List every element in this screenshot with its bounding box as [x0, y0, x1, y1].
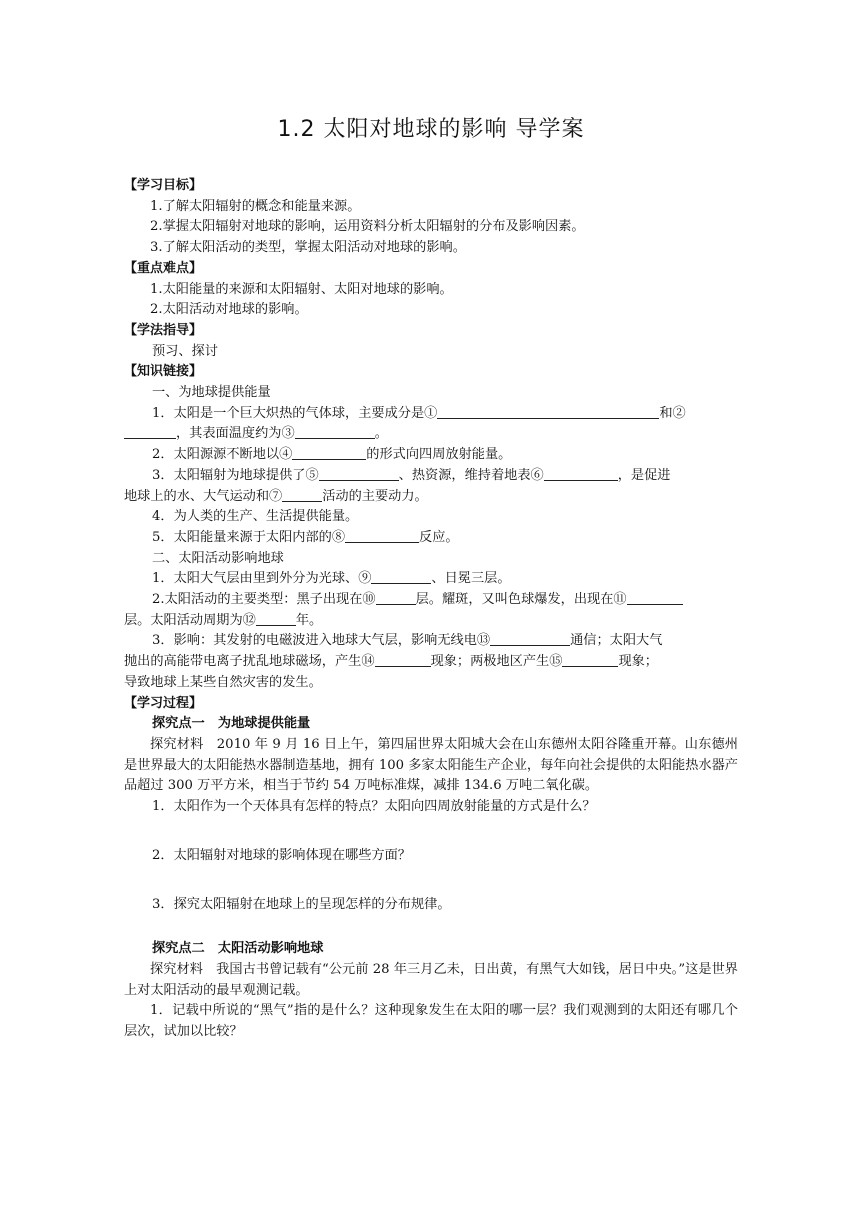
- links-question-r2-cont: [124, 611, 738, 632]
- answer-blank-4[interactable]: [292, 445, 366, 460]
- page-title: 1.2 太阳对地球的影响 导学案: [277, 117, 585, 142]
- answer-blank-14[interactable]: [375, 652, 431, 667]
- question-text: 反应。: [419, 529, 459, 545]
- question-text: 1．太阳大气层由里到外分为光球、⑨: [152, 571, 372, 587]
- answer-blank-5[interactable]: [319, 466, 399, 481]
- links-question-3: [124, 466, 738, 487]
- links-question-4: 4．为人类的生产、生活提供能量。: [152, 509, 359, 525]
- process-point1-title: 探究点一 为地球提供能量: [152, 716, 311, 732]
- answer-blank-8[interactable]: [345, 528, 419, 543]
- question-text: 2．太阳源源不断地以④: [152, 447, 293, 463]
- process-point2-material: 探究材料 我国古书曾记载有“公元前 28 年三月乙未，日出黄，有黑气大如钱，居日中央。”这是世界上对太阳活动的最早观测记载。: [124, 961, 738, 998]
- links-question-1-cont: [124, 424, 738, 445]
- question-text: ，其表面温度约为③: [176, 426, 295, 442]
- question-text: 3．太阳辐射为地球提供了⑤: [152, 467, 319, 483]
- question-text: 3．影响：其发射的电磁波进入地球大气层，影响无线电⑬: [152, 633, 491, 649]
- process-point1-question-2: 2．太阳辐射对地球的影响体现在哪些方面？: [152, 847, 411, 863]
- answer-blank-13[interactable]: [490, 631, 570, 646]
- links-question-r1: [124, 569, 738, 590]
- method-item: 预习、探讨: [152, 343, 218, 359]
- question-text: 1．太阳是一个巨大炽热的气体球，主要成分是①: [152, 405, 438, 421]
- links-part2-title: 二、太阳活动影响地球: [152, 550, 284, 566]
- links-question-r3-end: 导致地球上某些自然灾害的发生。: [124, 674, 322, 690]
- links-question-r3: [124, 631, 738, 652]
- answer-blank-15[interactable]: [562, 652, 618, 667]
- section-heading-links: 【知识链接】: [124, 364, 203, 380]
- answer-blank-7[interactable]: [282, 487, 322, 502]
- section-heading-method: 【学法指导】: [124, 322, 203, 338]
- question-text: ，是促进: [617, 467, 671, 483]
- question-text: 现象；: [618, 654, 658, 670]
- question-text: 5．太阳能量来源于太阳内部的⑧: [152, 529, 346, 545]
- links-question-2: [124, 445, 738, 466]
- question-text: 通信；太阳大气: [570, 633, 663, 649]
- answer-blank-9[interactable]: [371, 569, 431, 584]
- question-text: 活动的主要动力。: [322, 488, 428, 504]
- links-question-3-cont: [124, 487, 738, 508]
- question-text: 、日冕三层。: [431, 571, 511, 587]
- links-question-5: [124, 528, 738, 549]
- section-heading-key: 【重点难点】: [124, 260, 203, 276]
- answer-blank-3[interactable]: [295, 424, 375, 439]
- question-text: 层。太阳活动周期为⑫: [124, 612, 256, 628]
- question-text: 地球上的水、大气运动和⑦: [124, 488, 283, 504]
- question-text: 年。: [295, 612, 323, 628]
- question-text: 、热资源，维持着地表⑥: [398, 467, 544, 483]
- process-point2-question-1: 1．记载中所说的“黑气”指的是什么？这种现象发生在太阳的哪一层？我们观测到的太阳还有哪几个层次，试加以比较？: [124, 1003, 738, 1040]
- question-text: 现象；两极地区产生⑮: [430, 654, 563, 670]
- goal-item: 3.了解太阳活动的类型，掌握太阳活动对地球的影响。: [150, 240, 466, 256]
- links-part1-title: 一、为地球提供能量: [152, 385, 271, 401]
- answer-blank-10[interactable]: [376, 590, 416, 605]
- question-text: 抛出的高能带电离子扰乱地球磁场，产生⑭: [124, 654, 375, 670]
- question-text: 的形式向四周放射能量。: [366, 447, 512, 463]
- goal-item: 1.了解太阳辐射的概念和能量来源。: [150, 198, 361, 214]
- question-text: 2.太阳活动的主要类型：黑子出现在⑩: [152, 592, 376, 608]
- key-item: 2.太阳活动对地球的影响。: [150, 302, 308, 318]
- section-heading-goals: 【学习目标】: [124, 178, 203, 193]
- answer-blank-2[interactable]: [124, 424, 176, 439]
- answer-blank-1[interactable]: [437, 404, 659, 419]
- section-heading-process: 【学习过程】: [124, 695, 203, 711]
- links-question-r2: [124, 590, 738, 611]
- answer-blank-12[interactable]: [256, 611, 296, 626]
- answer-blank-11[interactable]: [627, 590, 683, 605]
- links-question-r3-cont: [124, 652, 738, 673]
- document-body: [124, 176, 738, 1043]
- process-point2-title: 探究点二 太阳活动影响地球: [152, 941, 324, 957]
- process-point1-question-1: 1．太阳作为一个天体具有怎样的特点？太阳向四周放射能量的方式是什么？: [152, 799, 596, 815]
- links-question-1: [124, 404, 738, 425]
- process-point1-material: 探究材料 2010 年 9 月 16 日上午，第四届世界太阳城大会在山东德州太阳谷隆重开幕。山东德州是世界最大的太阳能热水器制造基地，拥有 100 多家太阳能生产企业，每年向社会提供的太阳能热水器产品超过 300 万平方米，相当于节约 54 万吨标准煤，减排 134.6 万吨二氧化碳。: [124, 736, 738, 794]
- answer-blank-6[interactable]: [544, 466, 618, 481]
- question-text: 和②: [659, 405, 686, 421]
- question-text: 。: [374, 426, 388, 442]
- question-text: 层。耀斑，又叫色球爆发，出现在⑪: [415, 592, 627, 608]
- goal-item: 2.掌握太阳辐射对地球的影响，运用资料分析太阳辐射的分布及影响因素。: [150, 219, 585, 235]
- key-item: 1.太阳能量的来源和太阳辐射、太阳对地球的影响。: [150, 281, 453, 297]
- process-point1-question-3: 3．探究太阳辐射在地球上的呈现怎样的分布规律。: [152, 896, 451, 912]
